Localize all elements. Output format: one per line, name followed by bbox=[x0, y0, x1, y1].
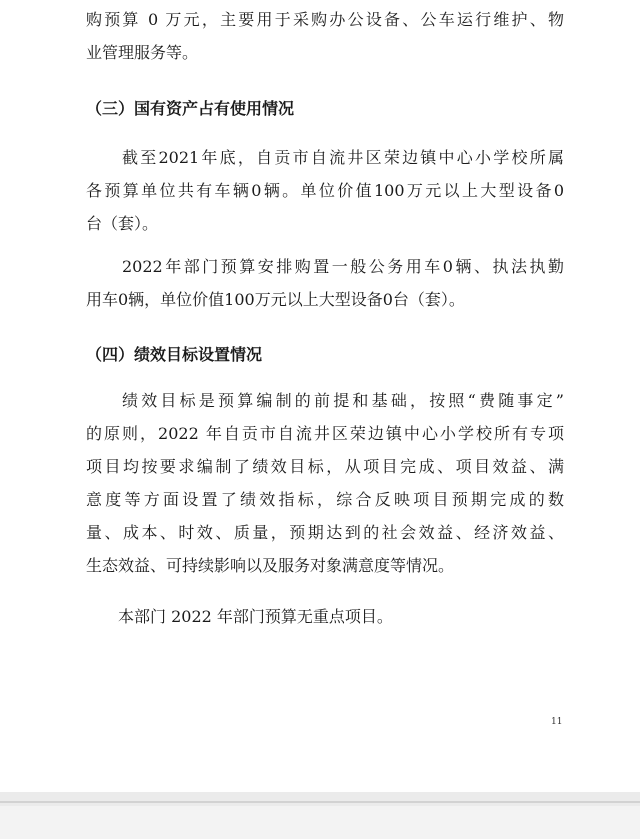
performance-paragraph bbox=[86, 384, 564, 582]
paragraph-line: 各预算单位共有车辆0辆。单位价值100万元以上大型设备0 bbox=[86, 181, 564, 200]
paragraph-line: 台（套）。 bbox=[86, 214, 159, 233]
continuation-paragraph bbox=[86, 3, 564, 69]
paragraph-line: 本部门 2022 年部门预算无重点项目。 bbox=[118, 607, 393, 626]
paragraph-line: 项目均按要求编制了绩效目标，从项目完成、项目效益、满 bbox=[86, 457, 564, 476]
paragraph-line: 绩效目标是预算编制的前提和基础，按照“费随事定” bbox=[122, 391, 564, 410]
assets-paragraph bbox=[86, 141, 564, 240]
paragraph-line: 量、成本、时效、质量，预期达到的社会效益、经济效益、 bbox=[86, 523, 564, 542]
paragraph-line: 购预算 0 万元，主要用于采购办公设备、公车运行维护、物 bbox=[86, 10, 564, 29]
section-heading-assets: （三）国有资产占有使用情况 bbox=[86, 99, 295, 118]
page-number: 11 bbox=[551, 717, 563, 727]
paragraph-line: 截至2021年底，自贡市自流井区荣边镇中心小学校所属 bbox=[122, 148, 564, 167]
paragraph-line: 业管理服务等。 bbox=[86, 43, 199, 62]
vehicle-purchase-paragraph bbox=[86, 250, 564, 316]
viewer-bottom-band bbox=[0, 792, 640, 839]
next-page-edge bbox=[0, 806, 640, 839]
key-projects-paragraph bbox=[86, 600, 564, 633]
paragraph-line: 的原则，2022 年自贡市自流井区荣边镇中心小学校所有专项 bbox=[86, 424, 564, 443]
paragraph-line: 意度等方面设置了绩效指标，综合反映项目预期完成的数 bbox=[86, 490, 564, 509]
section-heading-performance: （四）绩效目标设置情况 bbox=[86, 345, 263, 364]
paragraph-line: 用车0辆，单位价值100万元以上大型设备0台（套）。 bbox=[86, 290, 465, 309]
paragraph-line: 生态效益、可持续影响以及服务对象满意度等情况。 bbox=[86, 556, 455, 575]
paragraph-line: 2022年部门预算安排购置一般公务用车0辆、执法执勤 bbox=[122, 257, 564, 276]
page-separator bbox=[0, 801, 640, 803]
